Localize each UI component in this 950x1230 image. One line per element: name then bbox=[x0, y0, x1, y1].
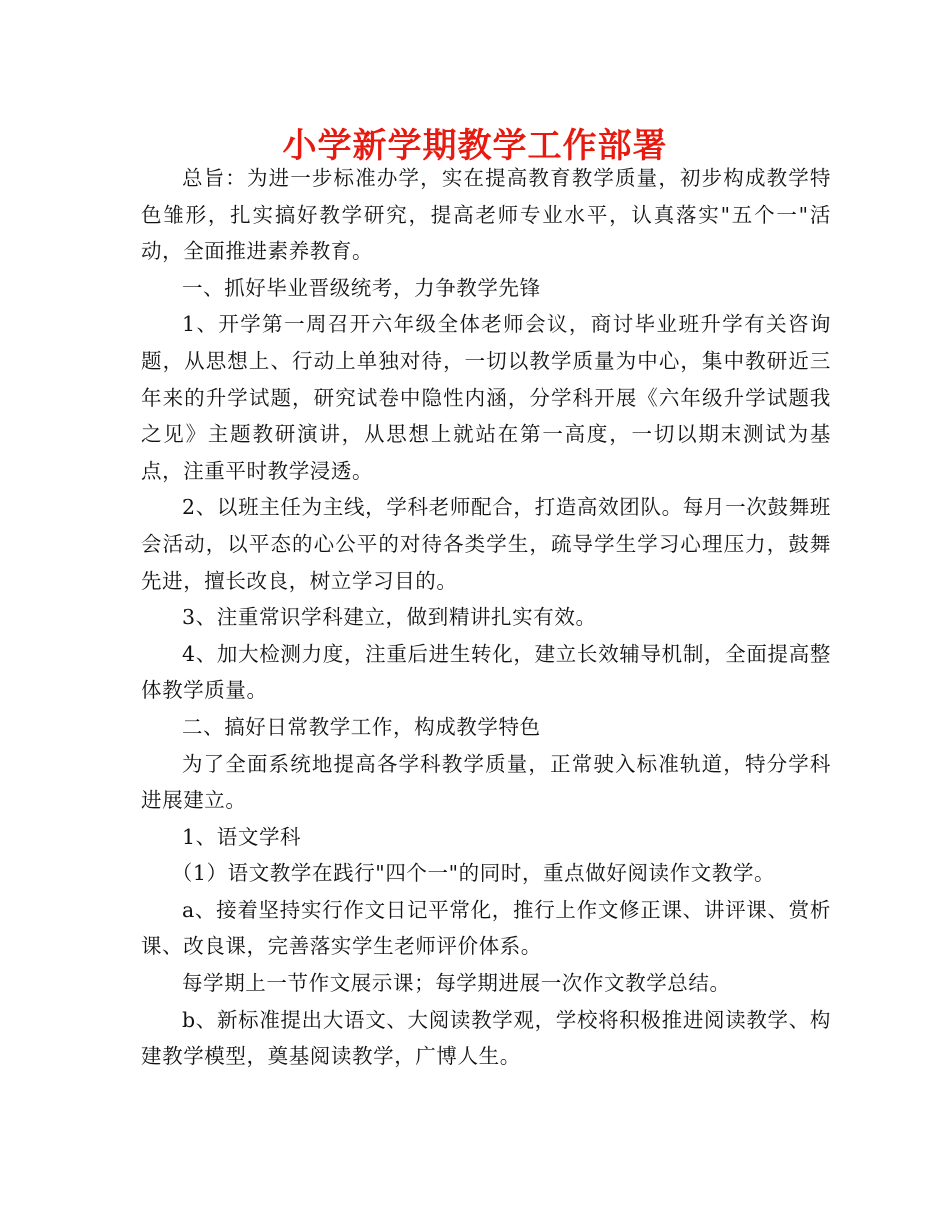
paragraph-item-1: 1、开学第一周召开六年级全体老师会议，商讨毕业班升学有关咨询题，从思想上、行动上单独对待，一切以教学质量为中心，集中教研近三年来的升学试题，研究试卷中隐性内涵，分学科开展《六年级升学试题我之见》主题教研演讲，从思想上就站在第一高度，一切以期末测试为基点，注重平时教学浸透。 bbox=[141, 312, 831, 483]
paragraph-item-2: 2、以班主任为主线，学科老师配合，打造高效团队。每月一次鼓舞班会活动，以平态的心公平的对待各类学生，疏导学生学习心理压力，鼓舞先进，擅长改良，树立学习目的。 bbox=[141, 495, 831, 593]
paragraph-chinese-1: （1）语文教学在践行"四个一"的同时，重点做好阅读作文教学。 bbox=[171, 861, 776, 886]
paragraph-item-4: 4、加大检测力度，注重后进生转化，建立长效辅导机制，全面提高整体教学质量。 bbox=[141, 641, 831, 703]
paragraph-chinese-b: b、新标准提出大语文、大阅读教学观，学校将积极推进阅读教学、构建教学模型，奠基阅读教学，广博人生。 bbox=[141, 1007, 831, 1069]
paragraph-chinese-a: a、接着坚持实行作文日记平常化，推行上作文修正课、讲评课、赏析课、改良课，完善落实学生老师评价体系。 bbox=[141, 897, 831, 959]
heading-chinese-subject: 1、语文学科 bbox=[182, 824, 302, 849]
paragraph-section-2-intro: 为了全面系统地提高各学科教学质量，正常驶入标准轨道，特分学科进展建立。 bbox=[141, 751, 831, 813]
paragraph-intro: 总旨：为进一步标准办学，实在提高教育教学质量，初步构成教学特色雏形，扎实搞好教学研究，提高老师专业水平，认真落实"五个一"活动，全面推进素养教育。 bbox=[141, 166, 831, 264]
document-body bbox=[141, 160, 831, 1075]
document-title: 小学新学期教学工作部署 bbox=[282, 126, 668, 166]
paragraph-item-3: 3、注重常识学科建立，做到精讲扎实有效。 bbox=[182, 605, 597, 630]
paragraph-chinese-a-cont: 每学期上一节作文展示课；每学期进展一次作文教学总结。 bbox=[182, 971, 731, 996]
heading-section-1: 一、抓好毕业晋级统考，力争教学先锋 bbox=[182, 275, 541, 300]
heading-section-2: 二、搞好日常教学工作，构成教学特色 bbox=[182, 714, 541, 739]
